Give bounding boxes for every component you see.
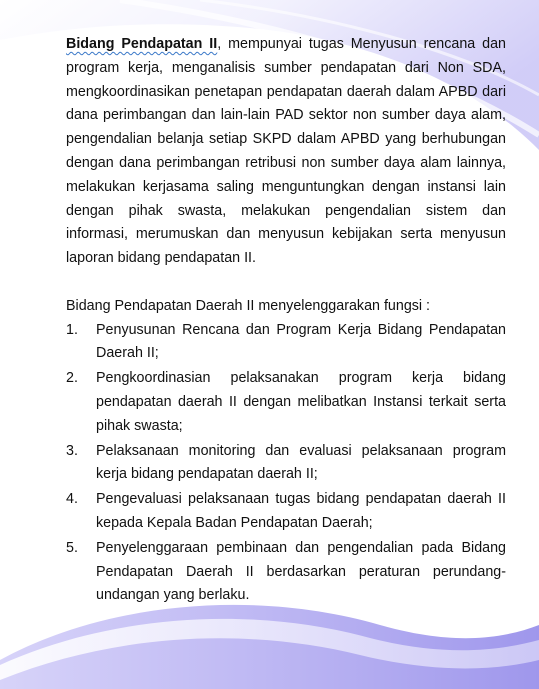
list-text: Pengkoordinasian pelaksanakan program kerja bidang pendapatan daerah II dengan melibatkan Instansi terkait serta pihak swasta;	[96, 370, 506, 434]
section-heading: Bidang Pendapatan II	[66, 36, 218, 52]
list-item	[66, 488, 506, 536]
task-description: , mempunyai tugas Menyusun rencana dan program kerja, menganalisis sumber pendapatan dari Non SDA, mengkoordinasikan penetapan pendapatan daerah dalam APBD dari dana perimbangan dan lain-lain PAD sektor non sumber daya alam, pengendalian belanja setiap SKPD dalam APBD yang berhubungan dengan dana perimbangan retribusi non sumber daya alam lainnya, melakukan kerjasama saling menguntungkan dengan instansi lain dengan pihak swasta, melakukan pengendalian sistem dan informasi, merumuskan dan menyusun kebijakan serta menyusun laporan bidang pendapatan II.	[66, 36, 506, 267]
functions-list	[66, 319, 506, 609]
document-body	[66, 33, 506, 609]
list-item	[66, 319, 506, 367]
list-number: 3.	[66, 442, 78, 459]
list-item	[66, 537, 506, 608]
task-paragraph	[66, 33, 506, 271]
list-number: 1.	[66, 321, 78, 338]
list-text: Penyelenggaraan pembinaan dan pengendalian pada Bidang Pendapatan Daerah II berdasarkan peraturan perundang-undangan yang berlaku.	[96, 539, 506, 604]
list-number: 5.	[66, 539, 78, 556]
list-item	[66, 367, 506, 438]
list-text: Pengevaluasi pelaksanaan tugas bidang pendapatan daerah II kepada Kepala Badan Pendapatan Daerah;	[96, 491, 506, 531]
list-text: Pelaksanaan monitoring dan evaluasi pelaksanaan program kerja bidang pendapatan daerah II;	[96, 442, 506, 483]
list-text: Penyusunan Rencana dan Program Kerja Bidang Pendapatan Daerah II;	[96, 321, 506, 362]
list-item	[66, 440, 506, 488]
list-number: 4.	[66, 491, 78, 508]
list-number: 2.	[66, 370, 78, 387]
functions-intro: Bidang Pendapatan Daerah II menyelenggarakan fungsi :	[66, 297, 431, 314]
